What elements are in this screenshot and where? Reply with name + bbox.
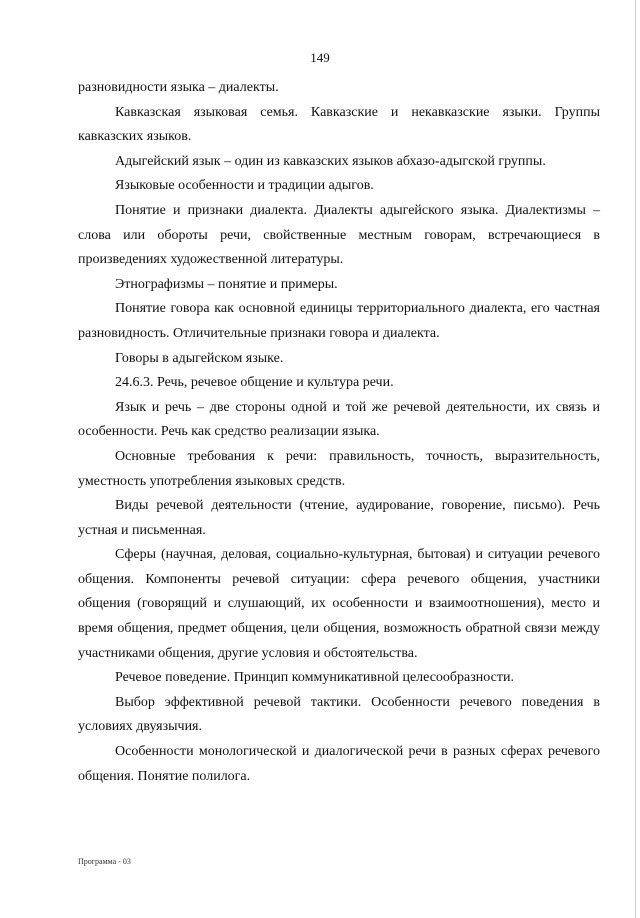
page-number: 149 [310,50,330,65]
paragraph-speech-tactics: Выбор эффективной речевой тактики. Особенности речевого поведения в условиях двуязычия. [78,694,600,735]
paragraph-ethnographisms: Этнографизмы – понятие и примеры. [115,276,338,292]
section-heading-speech-culture: 24.6.3. Речь, речевое общение и культура речи. [115,375,394,391]
paragraph-communication-spheres: Сферы (научная, деловая, социально-культурная, бытовая) и ситуации речевого общения. Компоненты речевой ситуации: сфера речевого общения, участники общения (говорящий и слушающий, их особенности и взаимоотношения), место и время общения, предмет общения, цели общения, возможность обратной связи между участниками общения, другие условия и обстоятельства. [78,547,600,661]
document-body [78,76,600,789]
paragraph-local-speech: Понятие говора как основной единицы территориального диалекта, его частная разновидность. Отличительные признаки говора и диалекта. [78,301,600,341]
paragraph-speech-requirements: Основные требования к речи: правильность, точность, выразительность, уместность употребления языковых средств. [78,448,600,489]
footer-program-label: Программа - 03 [78,857,131,866]
paragraph-language-and-speech: Язык и речь – две стороны одной и той же речевой деятельности, их связь и особенности. Речь как средство реализации языка. [78,399,600,440]
paragraph-adyghe-traditions: Языковые особенности и традиции адыгов. [115,178,374,194]
paragraph-monologue-dialogue: Особенности монологической и диалогической речи в разных сферах речевого общения. Понятие полилога. [78,744,600,784]
paragraph-caucasian-family: Кавказская языковая семья. Кавказские и некавказские языки. Группы кавказских языков. [78,104,600,145]
paragraph-speech-activity-types: Виды речевой деятельности (чтение, аудирование, говорение, письмо). Речь устная и письменная. [78,498,600,538]
paragraph-speech-behavior: Речевое поведение. Принцип коммуникативной целесообразности. [115,670,514,686]
paragraph-dialect-concept: Понятие и признаки диалекта. Диалекты адыгейского языка. Диалектизмы – слова или обороты речи, свойственные местным говорам, встречающиеся в произведениях художественной литературы. [78,202,600,268]
paragraph-adyghe-local-speech: Говоры в адыгейском языке. [115,350,284,366]
scan-edge-line [635,0,636,918]
paragraph-dialects-intro: разновидности языка – диалекты. [78,80,279,95]
paragraph-adyghe-language: Адыгейский язык – один из кавказских языков абхазо-адыгской группы. [115,153,546,169]
